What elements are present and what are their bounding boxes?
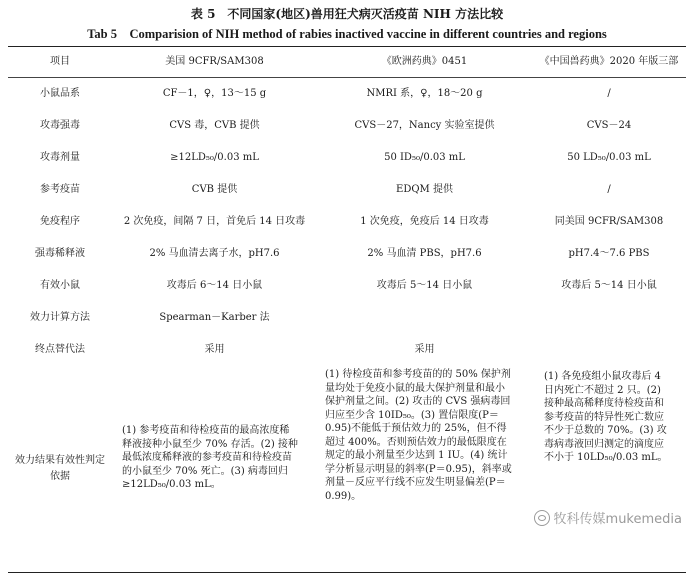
cell-us: 2 次免疫，间隔 7 日，首免后 14 日攻毒	[123, 216, 306, 228]
header-eu: 《欧洲药典》0451	[317, 47, 532, 78]
wechat-icon	[534, 510, 550, 526]
row-label-immunization-schedule: 免疫程序	[40, 216, 80, 228]
cell-us: CVS 毒，CVB 提供	[169, 120, 260, 132]
table-header-row	[8, 47, 686, 78]
row-label-diluent: 强毒稀释液	[35, 248, 85, 260]
cell-cn: 攻毒后 5～14 日小鼠	[561, 280, 657, 292]
cell-eu: 1 次免疫，免疫后 14 日攻毒	[360, 216, 489, 228]
cell-eu: EDQM 提供	[396, 184, 453, 196]
row-label-mouse-strain: 小鼠品系	[40, 88, 80, 100]
cell-eu	[317, 302, 532, 334]
table-row	[8, 334, 686, 366]
cell-cn: pH7.4～7.6 PBS	[568, 248, 650, 260]
table-row	[8, 206, 686, 238]
cell-eu: NMRI 系，♀，18～20 g	[366, 88, 483, 100]
row-label-potency-method: 效力计算方法	[30, 312, 90, 324]
cell-eu-criteria: (1) 待检疫苗和参考疫苗的的 50% 保护剂量均处于免疫小鼠的最大保护剂量和最小保护剂量之间。(2) 攻击的 CVS 强病毒回归应至少含 10ID₅₀。(3) 置信限度(P＝0.95)不能低于预估效力的 25%，但不得超过 400%。否则预估效力的最低限度在规定的最小剂量至少达到 1 IU。(4) 统计学分析显示明显的斜率(P＝0.95)，斜率或剂量－反应平行线不应发生明显偏差(P＝0.99)。	[325, 369, 512, 502]
cell-cn	[532, 334, 686, 366]
table-row	[8, 142, 686, 174]
cell-eu: 2% 马血清 PBS，pH7.6	[367, 248, 482, 260]
row-label-reference-vaccine: 参考疫苗	[40, 184, 80, 196]
nih-comparison-table	[8, 46, 686, 573]
table-row	[8, 238, 686, 270]
cell-cn: /	[607, 184, 611, 196]
watermark-text: 牧科传媒mukemedia	[553, 512, 682, 527]
table-row	[8, 174, 686, 206]
table-row	[8, 302, 686, 334]
cell-cn: 同美国 9CFR/SAM308	[554, 216, 664, 228]
row-label-endpoint-substitution: 终点替代法	[35, 344, 85, 356]
table-row	[8, 270, 686, 302]
cell-us-criteria: (1) 参考疫苗和待检疫苗的最高浓度稀释液接种小鼠至少 70% 存活。(2) 接种最低浓度稀释液的参考疫苗和待检疫苗的小鼠至少 70% 死亡。(3) 病毒回归≥12LD₅₀/0.03 mL。	[122, 425, 298, 490]
row-label-valid-mice: 有效小鼠	[40, 280, 80, 292]
cell-eu: 攻毒后 5～14 日小鼠	[376, 280, 473, 292]
cell-eu: CVS－27，Nancy 实验室提供	[354, 120, 495, 132]
cell-us: CVB 提供	[191, 184, 238, 196]
watermark	[534, 508, 682, 527]
cell-us: 攻毒后 6～14 日小鼠	[166, 280, 263, 292]
cell-eu: 采用	[414, 344, 435, 356]
cell-us: 2% 马血清去离子水，pH7.6	[149, 248, 280, 260]
table-row	[8, 78, 686, 111]
cell-cn: /	[607, 88, 611, 100]
cell-us: 采用	[204, 344, 225, 356]
header-us: 美国 9CFR/SAM308	[112, 47, 317, 78]
cell-cn: 50 LD₅₀/0.03 mL	[567, 152, 651, 164]
cell-eu: 50 ID₅₀/0.03 mL	[384, 152, 465, 164]
table-row	[8, 366, 686, 573]
cell-us: ≥12LD₅₀/0.03 mL	[170, 152, 259, 164]
cell-cn-criteria: (1) 各免疫组小鼠攻毒后 4 日内死亡不超过 2 只。(2) 接种最高稀释度待检疫苗和参考疫苗的特异性死亡数应不少于总数的 70%。(3) 攻毒病毒液回归测定的滴度应不小于 10LD₅₀/0.03 mL。	[544, 371, 668, 463]
cell-us: CF－1，♀，13～15 g	[162, 88, 267, 100]
table-row	[8, 110, 686, 142]
header-item: 项目	[8, 47, 112, 78]
row-label-validity-criteria: 效力结果有效性判定依据	[15, 455, 105, 482]
table-title-cn: 表 5 不同国家(地区)兽用狂犬病灭活疫苗 NIH 方法比较	[190, 7, 504, 21]
header-cn: 《中国兽药典》2020 年版三部	[532, 47, 686, 78]
row-label-challenge-dose: 攻毒剂量	[40, 152, 80, 164]
table-title-en: Tab 5 Comparision of NIH method of rabies inactived vaccine in different countries and regions	[87, 27, 607, 41]
cell-us: Spearman－Karber 法	[159, 312, 270, 324]
cell-cn: CVS－24	[586, 120, 632, 132]
cell-cn	[532, 302, 686, 334]
row-label-challenge-strain: 攻毒强毒	[40, 120, 80, 132]
